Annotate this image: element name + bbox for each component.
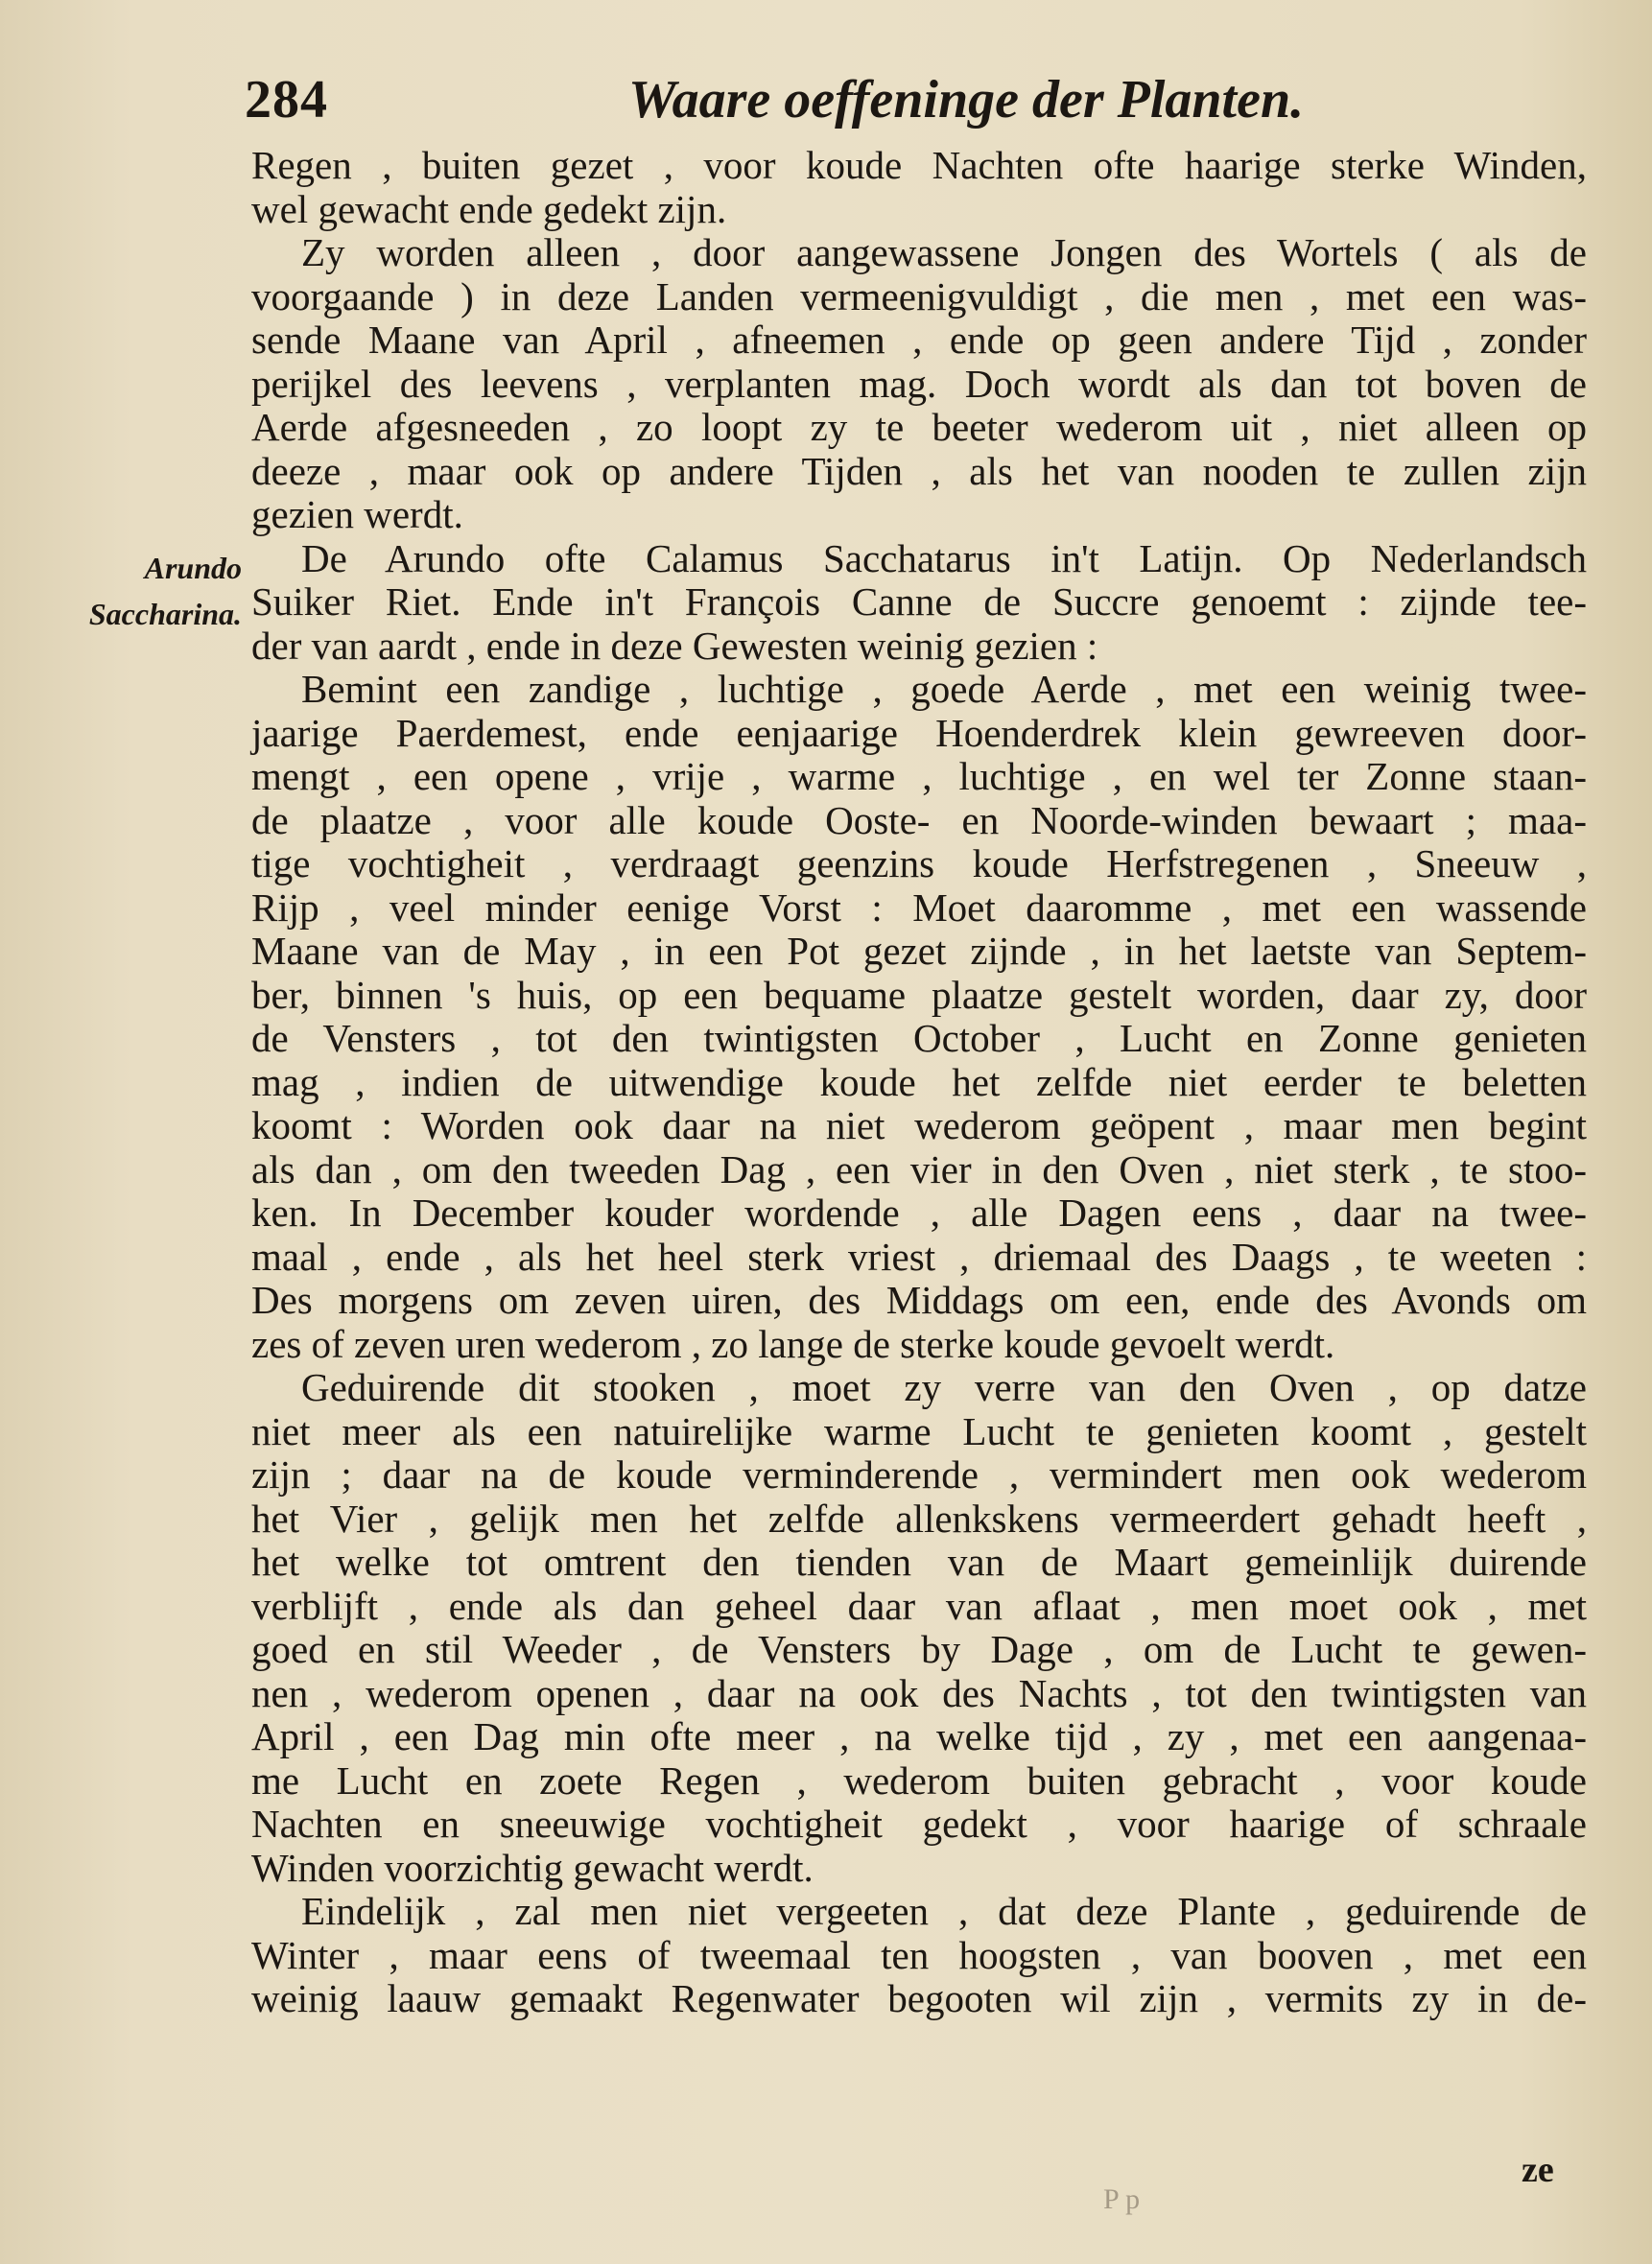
text-line: goed en stil Weeder , de Vensters by Dage , om de Lucht te gewen-: [251, 1627, 1587, 1671]
page-number: 284: [245, 70, 328, 130]
text-line: koomt : Worden ook daar na niet wederom geöpent , maar men begint: [251, 1103, 1587, 1147]
text-line: De Arundo ofte Calamus Sacchatarus in't Latijn. Op Nederlandsch: [301, 535, 1587, 580]
text-line: gezien werdt.: [251, 492, 463, 536]
text-line: Regen , buiten gezet , voor koude Nachten ofte haarige sterke Winden,: [251, 143, 1587, 187]
text-line: ken. In December kouder wordende , alle Dagen eens , daar na twee-: [251, 1191, 1587, 1235]
text-line: ber, binnen 's huis, op een bequame plaatze gestelt worden, daar zy, door: [251, 972, 1587, 1017]
text-line: Geduirende dit stooken , moet zy verre van den Oven , op datze: [301, 1365, 1587, 1409]
text-line: Eindelijk , zal men niet vergeeten , dat deze Plante , geduirende de: [301, 1889, 1587, 1933]
text-line: de plaatze , voor alle koude Ooste- en Noorde-winden bewaart ; maa-: [251, 797, 1587, 842]
text-line: voorgaande ) in deze Landen vermeenigvuldigt , die men , met een was-: [251, 273, 1587, 318]
text-line: het Vier , gelijk men het zelfde allenkskens vermeerdert gehadt heeft ,: [251, 1496, 1587, 1541]
text-line: Nachten en sneeuwige vochtigheit gedekt , voor haarige of schraale: [251, 1802, 1587, 1846]
text-line: het welke tot omtrent den tienden van de Maart gemeinlijk duirende: [251, 1540, 1587, 1584]
text-line: weinig laauw gemaakt Regenwater begooten wil zijn , vermits zy in de-: [251, 1976, 1587, 2020]
text-line: wel gewacht ende gedekt zijn.: [251, 186, 727, 231]
text-line: zes of zeven uren wederom , zo lange de sterke koude gevoelt werdt.: [251, 1321, 1335, 1366]
page-header: [245, 69, 1333, 146]
text-line: der van aardt , ende in deze Gewesten weinig gezien :: [251, 623, 1098, 668]
catchword: ze: [1522, 2150, 1554, 2190]
margin-note-line: Saccharina.: [88, 597, 242, 631]
text-line: zijn ; daar na de koude verminderende , vermindert men ook wederom: [251, 1452, 1587, 1497]
text-line: tige vochtigheit , verdraagt geenzins koude Herfstregenen , Sneeuw ,: [251, 841, 1587, 885]
text-line: Winden voorzichtig gewacht werdt.: [251, 1845, 814, 1890]
text-line: deeze , maar ook op andere Tijden , als het van nooden te zullen zijn: [251, 448, 1587, 493]
text-line: Winter , maar eens of tweemaal ten hoogsten , van booven , met een: [251, 1932, 1587, 1977]
text-line: April , een Dag min ofte meer , na welke tijd , zy , met een aangenaa-: [251, 1714, 1587, 1758]
main-text: [251, 144, 1587, 2021]
text-line: perijkel des leevens , verplanten mag. Doch wordt als dan tot boven de: [251, 361, 1587, 406]
text-line: Suiker Riet. Ende in't François Canne de Succre genoemt : zijnde tee-: [251, 579, 1587, 624]
text-line: Rijp , veel minder eenige Vorst : Moet daaromme , met een wassende: [251, 884, 1587, 930]
signature-mark: P p: [1103, 2183, 1141, 2215]
text-line: verblijft , ende als dan geheel daar van aflaat , men moet ook , met: [251, 1583, 1587, 1628]
margin-note: [40, 545, 242, 637]
text-line: Des morgens om zeven uiren, des Middags om een, ende des Avonds om: [251, 1278, 1587, 1322]
text-line: me Lucht en zoete Regen , wederom buiten gebracht , voor koude: [251, 1757, 1587, 1803]
text-line: Zy worden alleen , door aangewassene Jongen des Wortels ( als de: [301, 230, 1587, 274]
text-line: sende Maane van April , afneemen , ende op geen andere Tijd , zonder: [251, 318, 1587, 362]
text-line: Aerde afgesneeden , zo loopt zy te beeter wederom uit , niet alleen op: [251, 405, 1587, 449]
text-line: Bemint een zandige , luchtige , goede Aerde , met een weinig twee-: [301, 667, 1587, 711]
text-line: de Vensters , tot den twintigsten October , Lucht en Zonne genieten: [251, 1016, 1587, 1060]
running-title: Waare oeffeninge der Planten.: [628, 70, 1305, 130]
text-line: mag , indien de uitwendige koude het zelfde niet eerder te beletten: [251, 1059, 1587, 1104]
text-line: jaarige Paerdemest, ende eenjaarige Hoenderdrek klein gewreeven door-: [251, 710, 1587, 755]
text-line: als dan , om den tweeden Dag , een vier in den Oven , niet sterk , te stoo-: [251, 1146, 1587, 1191]
text-line: mengt , een opene , vrije , warme , luchtige , en wel ter Zonne staan-: [251, 754, 1587, 798]
margin-note-line: Arundo: [144, 551, 242, 585]
text-line: maal , ende , als het heel sterk vriest , driemaal des Daags , te weeten :: [251, 1234, 1587, 1279]
text-line: Maane van de May , in een Pot gezet zijnde , in het laetste van Septem-: [251, 929, 1587, 973]
text-line: nen , wederom openen , daar na ook des Nachts , tot den twintigsten van: [251, 1670, 1587, 1715]
text-line: niet meer als een natuirelijke warme Lucht te genieten koomt , gestelt: [251, 1408, 1587, 1453]
